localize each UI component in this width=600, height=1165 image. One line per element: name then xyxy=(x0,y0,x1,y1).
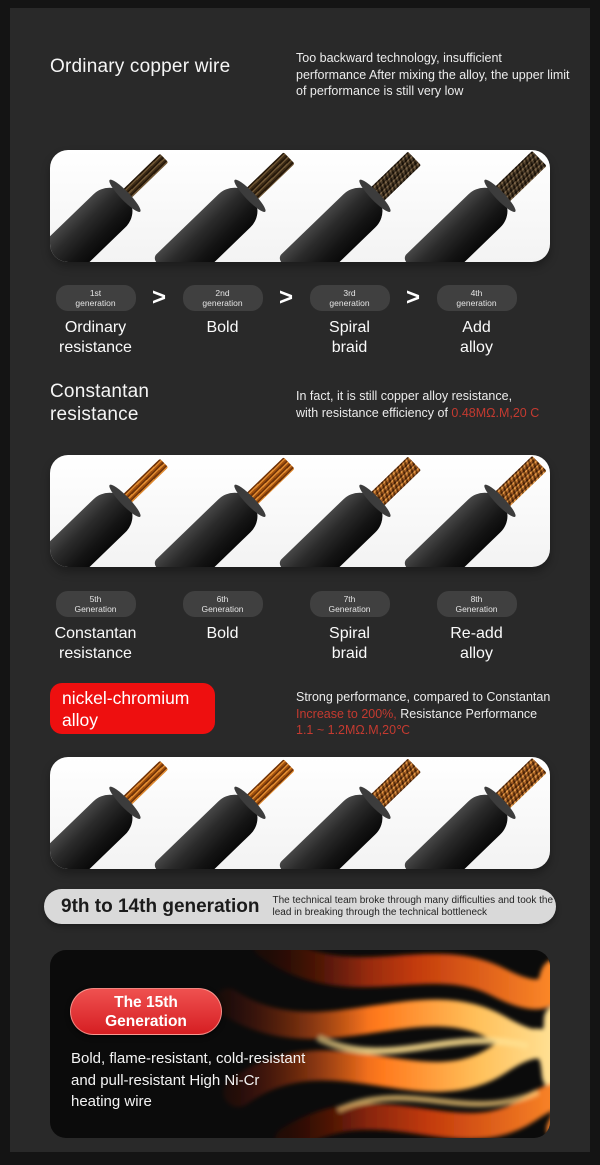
generation-item xyxy=(286,285,413,358)
generation-badge xyxy=(183,591,263,617)
wire-image xyxy=(175,150,300,262)
generation-item xyxy=(159,285,286,358)
generation-label: Spiral braid xyxy=(329,319,370,356)
wire-image xyxy=(50,150,175,262)
generation-item xyxy=(286,591,413,664)
increase-value-red: Increase to 200%, xyxy=(296,706,397,721)
generation-item xyxy=(32,591,159,664)
generation-item xyxy=(32,285,159,358)
section1-description: Too backward technology, insufficient performance After mixing the alloy, the upper limit of performance is still very low xyxy=(296,51,570,98)
wire-image xyxy=(425,150,550,262)
wire-image xyxy=(175,455,300,567)
wire-card-generations-1-4 xyxy=(50,150,550,262)
desc-line: Increase to 200%, Resistance Performance xyxy=(296,706,538,721)
greater-than-icon: > xyxy=(405,284,421,311)
generation-15-card xyxy=(50,950,550,1138)
badge-ordinal: 5th xyxy=(89,594,102,604)
generation-15-badge: The 15th Generation xyxy=(70,988,222,1035)
badge-word: generation xyxy=(329,298,370,308)
generation-row-5-8 xyxy=(32,591,540,664)
generation-badge xyxy=(56,591,136,617)
wire-image xyxy=(175,757,300,869)
badge-word: generation xyxy=(456,298,497,308)
generation-label: Re-add alloy xyxy=(450,625,503,662)
generation-badge xyxy=(437,591,517,617)
wire-card-generations-9-14 xyxy=(50,757,550,869)
badge-word: generation xyxy=(75,298,116,308)
generation-label: Constantan resistance xyxy=(54,625,137,662)
generation-badge xyxy=(183,285,263,311)
section1-title: Ordinary copper wire xyxy=(50,56,231,77)
generation-item xyxy=(159,591,286,664)
desc-line: In fact, it is still copper alloy resistance, xyxy=(296,389,513,403)
badge-ordinal: 7th xyxy=(343,594,356,604)
generation-badge xyxy=(310,591,390,617)
generation-item xyxy=(413,591,540,664)
generation-9-14-title: 9th to 14th generation xyxy=(61,895,260,917)
desc-line: Strong performance, compared to Constantan xyxy=(296,690,551,704)
greater-than-icon: > xyxy=(278,284,294,311)
generation-label: Bold xyxy=(206,319,239,336)
resistance-range-red: 1.1 ~ 1.2MΩ.M,20℃ xyxy=(296,723,411,737)
badge-ordinal: 2nd xyxy=(215,288,230,298)
badge-word: Generation xyxy=(74,604,117,614)
wire-image xyxy=(50,455,175,567)
generation-label: Add alloy xyxy=(460,319,493,356)
wire-image xyxy=(50,757,175,869)
generation-9-14-bar xyxy=(44,889,556,924)
generation-badge xyxy=(437,285,517,311)
section2-title: Constantan resistance xyxy=(50,381,150,425)
generation-label: Ordinary resistance xyxy=(59,319,132,356)
wire-image xyxy=(425,757,550,869)
nickel-chromium-alloy-badge: nickel-chromium alloy xyxy=(50,683,215,734)
generation-row-1-4 xyxy=(32,285,540,358)
generation-9-14-description: The technical team broke through many difficulties and took the lead in breaking through the technical bottleneck xyxy=(272,894,554,918)
generation-label: Spiral braid xyxy=(329,625,370,662)
desc-line: with resistance efficiency of 0.48MΩ.M,20 C xyxy=(296,405,540,420)
wire-image xyxy=(425,455,550,567)
badge-word: Generation xyxy=(328,604,371,614)
badge-ordinal: 1st xyxy=(89,288,102,298)
badge-ordinal: 8th xyxy=(470,594,483,604)
badge-word: Generation xyxy=(455,604,498,614)
section3-description xyxy=(296,689,572,739)
generation-badge xyxy=(310,285,390,311)
section2-description xyxy=(296,388,572,421)
badge-word: generation xyxy=(202,298,243,308)
badge-ordinal: 3rd xyxy=(343,288,356,298)
wire-image xyxy=(300,455,425,567)
generation-15-description: Bold, flame-resistant, cold-resistant and pull-resistant High Ni-Cr heating wire xyxy=(71,1050,306,1110)
greater-than-icon: > xyxy=(151,284,167,311)
generation-label: Bold xyxy=(206,625,239,642)
wire-image xyxy=(300,150,425,262)
badge-word: Generation xyxy=(201,604,244,614)
wire-card-generations-5-8 xyxy=(50,455,550,567)
generation-badge xyxy=(56,285,136,311)
resistance-value-red: 0.48MΩ.M,20 C xyxy=(451,405,540,420)
wire-image xyxy=(300,757,425,869)
badge-ordinal: 4th xyxy=(470,288,483,298)
badge-ordinal: 6th xyxy=(216,594,229,604)
generation-item xyxy=(413,285,540,358)
